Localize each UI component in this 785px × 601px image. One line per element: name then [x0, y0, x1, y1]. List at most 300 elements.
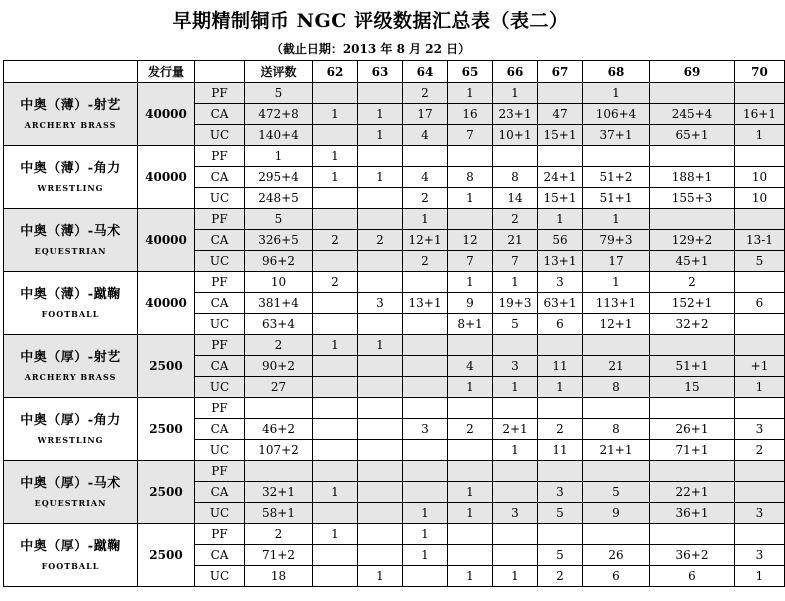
grade-count-cell: 1	[358, 566, 403, 587]
header-grade-62: 62	[313, 61, 358, 83]
grade-count-cell	[538, 335, 583, 356]
table-row	[4, 524, 785, 545]
grade-count-cell: 3	[735, 419, 785, 440]
grade-count-cell: 3	[493, 356, 538, 377]
grade-count-cell	[313, 461, 358, 482]
finish-type-cell: PF	[195, 461, 245, 482]
issue-quantity-cell: 2500	[138, 335, 195, 398]
grade-count-cell	[358, 251, 403, 272]
grade-count-cell	[538, 83, 583, 104]
grade-count-cell: 2	[735, 440, 785, 461]
grade-count-cell: 1	[403, 503, 448, 524]
finish-type-cell: PF	[195, 335, 245, 356]
grade-count-cell: 1	[583, 272, 650, 293]
finish-type-cell: PF	[195, 209, 245, 230]
grade-count-cell	[313, 377, 358, 398]
submission-total-cell: 18	[245, 566, 313, 587]
header-grade-70: 70	[735, 61, 785, 83]
table-row	[4, 398, 785, 419]
grade-count-cell: 2	[403, 251, 448, 272]
grade-count-cell: 11	[538, 440, 583, 461]
grade-count-cell: 1	[735, 566, 785, 587]
coin-name-cn: 中奥（厚）-射艺	[20, 350, 121, 365]
coin-name-en: WRESTLING	[37, 435, 104, 445]
grade-count-cell: 47	[538, 104, 583, 125]
submission-total-cell: 381+4	[245, 293, 313, 314]
grade-count-cell: 188+1	[650, 167, 735, 188]
finish-type-cell: UC	[195, 314, 245, 335]
page-title: 早期精制铜币 NGC 评级数据汇总表（表二）	[172, 10, 569, 32]
submission-total-cell: 2	[245, 335, 313, 356]
grade-count-cell: 1	[448, 566, 493, 587]
grade-count-cell	[650, 209, 735, 230]
coin-name-cn: 中奥（薄）-马术	[20, 224, 121, 239]
grade-count-cell: 37+1	[583, 125, 650, 146]
coin-name-cell	[4, 524, 138, 587]
grade-count-cell: 6	[538, 314, 583, 335]
grade-count-cell	[358, 377, 403, 398]
grade-count-cell: 21+1	[583, 440, 650, 461]
coin-name-en: EQUESTRIAN	[34, 498, 107, 508]
grade-count-cell: 10	[735, 167, 785, 188]
grade-count-cell: 3	[735, 503, 785, 524]
table-row	[4, 146, 785, 167]
submission-total-cell: 63+4	[245, 314, 313, 335]
grade-count-cell	[313, 503, 358, 524]
finish-type-cell: CA	[195, 230, 245, 251]
finish-type-cell: PF	[195, 146, 245, 167]
grade-count-cell: 36+1	[650, 503, 735, 524]
coin-name-cell	[4, 272, 138, 335]
grade-count-cell	[650, 461, 735, 482]
grade-count-cell: 2	[448, 419, 493, 440]
grade-count-cell	[448, 146, 493, 167]
submission-total-cell: 27	[245, 377, 313, 398]
grade-count-cell: 1	[493, 83, 538, 104]
grade-count-cell	[493, 398, 538, 419]
grade-count-cell	[735, 482, 785, 503]
grade-count-cell: 13-1	[735, 230, 785, 251]
grade-count-cell: 65+1	[650, 125, 735, 146]
grade-count-cell: 1	[493, 377, 538, 398]
grade-count-cell	[358, 209, 403, 230]
coin-name-cell	[4, 83, 138, 146]
cutoff-date: （截止日期：2013 年 8 月 22 日）	[270, 42, 471, 56]
header-grade-66: 66	[493, 61, 538, 83]
coin-name-cn: 中奥（薄）-蹴鞠	[20, 287, 121, 302]
finish-type-cell: PF	[195, 524, 245, 545]
grade-count-cell	[448, 398, 493, 419]
grade-count-cell: 5	[538, 503, 583, 524]
header-grade-67: 67	[538, 61, 583, 83]
submission-total-cell: 472+8	[245, 104, 313, 125]
header-row	[4, 61, 785, 83]
grade-count-cell	[493, 146, 538, 167]
grade-count-cell: 23+1	[493, 104, 538, 125]
grade-count-cell: 1	[493, 272, 538, 293]
coin-name-cn: 中奥（厚）-马术	[20, 476, 121, 491]
grade-count-cell	[313, 356, 358, 377]
grade-count-cell: 10	[735, 188, 785, 209]
grade-count-cell	[403, 146, 448, 167]
grade-count-cell	[650, 83, 735, 104]
grade-count-cell: 8	[448, 167, 493, 188]
grade-count-cell	[735, 398, 785, 419]
header-grade-64: 64	[403, 61, 448, 83]
grade-count-cell: 19+3	[493, 293, 538, 314]
table-row	[4, 209, 785, 230]
grade-count-cell: 1	[313, 167, 358, 188]
grade-count-cell	[538, 461, 583, 482]
grade-count-cell	[358, 83, 403, 104]
grade-count-cell	[313, 314, 358, 335]
finish-type-cell: PF	[195, 83, 245, 104]
finish-type-cell: UC	[195, 503, 245, 524]
submission-total-cell: 295+4	[245, 167, 313, 188]
table-row	[4, 272, 785, 293]
grade-count-cell: 51+1	[583, 188, 650, 209]
grade-count-cell: 1	[313, 104, 358, 125]
grade-count-cell: 11	[538, 356, 583, 377]
grade-count-cell: 129+2	[650, 230, 735, 251]
grade-count-cell	[735, 83, 785, 104]
grade-count-cell	[493, 482, 538, 503]
grade-count-cell: 4	[448, 356, 493, 377]
grade-count-cell	[538, 524, 583, 545]
coin-name-cell	[4, 461, 138, 524]
finish-type-cell: CA	[195, 356, 245, 377]
grade-count-cell: 3	[358, 293, 403, 314]
grade-count-cell: 1	[358, 104, 403, 125]
grade-count-cell: 245+4	[650, 104, 735, 125]
header-issue: 发行量	[138, 61, 195, 83]
grade-count-cell: 51+1	[650, 356, 735, 377]
finish-type-cell: UC	[195, 377, 245, 398]
grade-count-cell	[358, 314, 403, 335]
grade-count-cell: 36+2	[650, 545, 735, 566]
grade-count-cell	[448, 335, 493, 356]
grade-count-cell	[358, 503, 403, 524]
grade-count-cell: 3	[493, 503, 538, 524]
header-coin	[4, 61, 138, 83]
grade-count-cell: 12+1	[583, 314, 650, 335]
grade-count-cell: 8+1	[448, 314, 493, 335]
submission-total-cell	[245, 398, 313, 419]
grade-count-cell	[358, 146, 403, 167]
grade-count-cell	[403, 461, 448, 482]
grade-count-cell: 17	[583, 251, 650, 272]
grade-count-cell: 16+1	[735, 104, 785, 125]
grade-count-cell: 6	[650, 566, 735, 587]
grade-count-cell: 6	[583, 566, 650, 587]
finish-type-cell: UC	[195, 251, 245, 272]
grade-count-cell	[403, 272, 448, 293]
grade-count-cell	[313, 440, 358, 461]
grade-count-cell: 71+1	[650, 440, 735, 461]
grade-count-cell: 7	[448, 251, 493, 272]
table-row	[4, 83, 785, 104]
grade-count-cell: 2	[313, 272, 358, 293]
grade-count-cell	[358, 419, 403, 440]
grade-count-cell	[358, 188, 403, 209]
issue-quantity-cell: 2500	[138, 461, 195, 524]
coin-name-en: WRESTLING	[37, 183, 104, 193]
coin-name-cn: 中奥（薄）-射艺	[20, 98, 121, 113]
finish-type-cell: CA	[195, 167, 245, 188]
header-grade-63: 63	[358, 61, 403, 83]
submission-total-cell: 32+1	[245, 482, 313, 503]
grade-count-cell: 56	[538, 230, 583, 251]
grade-count-cell: 21	[583, 356, 650, 377]
issue-quantity-cell: 2500	[138, 524, 195, 587]
grade-count-cell	[313, 209, 358, 230]
grade-count-cell	[358, 482, 403, 503]
grade-count-cell	[313, 545, 358, 566]
header-grade	[195, 61, 245, 83]
issue-quantity-cell: 40000	[138, 83, 195, 146]
grade-count-cell: 1	[313, 482, 358, 503]
grade-count-cell: 7	[448, 125, 493, 146]
grade-count-cell: 51+2	[583, 167, 650, 188]
grade-count-cell: +1	[735, 356, 785, 377]
grade-count-cell	[358, 272, 403, 293]
grade-count-cell	[403, 335, 448, 356]
grade-count-cell	[583, 461, 650, 482]
grade-count-cell: 9	[448, 293, 493, 314]
grade-count-cell	[538, 146, 583, 167]
grade-count-cell	[403, 356, 448, 377]
grade-count-cell	[448, 524, 493, 545]
grade-count-cell: 8	[583, 377, 650, 398]
grade-count-cell	[650, 146, 735, 167]
grade-count-cell: 45+1	[650, 251, 735, 272]
submission-total-cell: 107+2	[245, 440, 313, 461]
grade-count-cell	[313, 398, 358, 419]
grade-count-cell	[448, 461, 493, 482]
submission-total-cell: 71+2	[245, 545, 313, 566]
grade-count-cell: 2	[650, 272, 735, 293]
grade-count-cell: 5	[735, 251, 785, 272]
grade-count-cell	[735, 209, 785, 230]
grade-count-cell: 1	[403, 524, 448, 545]
table-row	[4, 335, 785, 356]
grading-data-table	[3, 60, 785, 587]
submission-total-cell: 2	[245, 524, 313, 545]
grade-count-cell: 1	[448, 272, 493, 293]
grade-count-cell: 152+1	[650, 293, 735, 314]
grade-count-cell: 2+1	[493, 419, 538, 440]
submission-total-cell: 326+5	[245, 230, 313, 251]
finish-type-cell: CA	[195, 104, 245, 125]
header-grade-68: 68	[583, 61, 650, 83]
submission-total-cell: 5	[245, 83, 313, 104]
grade-count-cell: 6	[735, 293, 785, 314]
grade-count-cell: 8	[583, 419, 650, 440]
grade-count-cell: 113+1	[583, 293, 650, 314]
grade-count-cell: 12	[448, 230, 493, 251]
submission-total-cell: 58+1	[245, 503, 313, 524]
coin-name-cell	[4, 146, 138, 209]
coin-name-en: FOOTBALL	[41, 309, 100, 319]
grade-count-cell	[403, 440, 448, 461]
grade-count-cell	[403, 482, 448, 503]
grade-count-cell	[650, 335, 735, 356]
grade-count-cell	[313, 83, 358, 104]
grade-count-cell: 1	[313, 524, 358, 545]
finish-type-cell: CA	[195, 482, 245, 503]
grade-count-cell: 7	[493, 251, 538, 272]
grade-count-cell: 2	[538, 566, 583, 587]
grade-count-cell	[403, 314, 448, 335]
grade-count-cell	[583, 335, 650, 356]
header-total: 送评数	[245, 61, 313, 83]
grade-count-cell	[358, 524, 403, 545]
submission-total-cell	[245, 461, 313, 482]
grade-count-cell	[735, 461, 785, 482]
finish-type-cell: CA	[195, 419, 245, 440]
grade-count-cell: 1	[448, 377, 493, 398]
grade-count-cell	[735, 524, 785, 545]
grade-count-cell: 1	[448, 188, 493, 209]
grade-count-cell: 14	[493, 188, 538, 209]
grade-count-cell: 15	[650, 377, 735, 398]
finish-type-cell: PF	[195, 398, 245, 419]
grade-count-cell	[358, 398, 403, 419]
finish-type-cell: CA	[195, 293, 245, 314]
grade-count-cell: 3	[538, 482, 583, 503]
finish-type-cell: UC	[195, 188, 245, 209]
grade-count-cell: 2	[358, 230, 403, 251]
submission-total-cell: 1	[245, 146, 313, 167]
grade-count-cell	[735, 146, 785, 167]
grade-count-cell	[493, 335, 538, 356]
grade-count-cell: 12+1	[403, 230, 448, 251]
grade-count-cell: 22+1	[650, 482, 735, 503]
grade-count-cell	[583, 524, 650, 545]
grade-count-cell: 32+2	[650, 314, 735, 335]
coin-name-en: FOOTBALL	[41, 561, 100, 571]
grade-count-cell	[403, 566, 448, 587]
grade-count-cell: 1	[735, 377, 785, 398]
grade-count-cell: 155+3	[650, 188, 735, 209]
grade-count-cell: 16	[448, 104, 493, 125]
table-row	[4, 461, 785, 482]
grade-count-cell: 13+1	[538, 251, 583, 272]
grade-count-cell: 3	[403, 419, 448, 440]
issue-quantity-cell: 40000	[138, 272, 195, 335]
grade-count-cell	[403, 398, 448, 419]
grade-count-cell	[313, 419, 358, 440]
finish-type-cell: UC	[195, 566, 245, 587]
grade-count-cell: 24+1	[538, 167, 583, 188]
grade-count-cell	[493, 524, 538, 545]
submission-total-cell: 248+5	[245, 188, 313, 209]
grade-count-cell	[313, 293, 358, 314]
coin-name-en: ARCHERY BRASS	[24, 120, 117, 130]
table-body	[4, 83, 785, 587]
grade-count-cell: 5	[583, 482, 650, 503]
grade-count-cell	[313, 125, 358, 146]
grade-count-cell: 13+1	[403, 293, 448, 314]
issue-quantity-cell: 40000	[138, 209, 195, 272]
finish-type-cell: UC	[195, 440, 245, 461]
grade-count-cell: 17	[403, 104, 448, 125]
grade-count-cell	[448, 440, 493, 461]
submission-total-cell: 5	[245, 209, 313, 230]
grade-count-cell: 9	[583, 503, 650, 524]
grade-count-cell: 1	[493, 566, 538, 587]
grade-count-cell: 1	[358, 167, 403, 188]
grade-count-cell: 1	[448, 503, 493, 524]
grade-count-cell	[583, 146, 650, 167]
grade-count-cell	[313, 566, 358, 587]
coin-name-cn: 中奥（薄）-角力	[20, 161, 121, 176]
grade-count-cell	[583, 398, 650, 419]
grade-count-cell: 1	[403, 545, 448, 566]
grade-count-cell: 3	[735, 545, 785, 566]
grade-count-cell	[313, 188, 358, 209]
grade-count-cell: 4	[403, 167, 448, 188]
coin-name-en: ARCHERY BRASS	[24, 372, 117, 382]
grade-count-cell: 1	[313, 335, 358, 356]
grade-count-cell	[493, 461, 538, 482]
grade-count-cell	[358, 440, 403, 461]
coin-name-cn: 中奥（厚）-蹴鞠	[20, 539, 121, 554]
grade-count-cell: 5	[493, 314, 538, 335]
coin-name-en: EQUESTRIAN	[34, 246, 107, 256]
grade-count-cell	[650, 524, 735, 545]
grade-count-cell: 1	[538, 209, 583, 230]
grade-count-cell: 106+4	[583, 104, 650, 125]
grade-count-cell: 79+3	[583, 230, 650, 251]
grade-count-cell	[650, 398, 735, 419]
submission-total-cell: 140+4	[245, 125, 313, 146]
grade-count-cell: 2	[493, 209, 538, 230]
grade-count-cell	[735, 272, 785, 293]
grade-count-cell	[313, 251, 358, 272]
grade-count-cell: 8	[493, 167, 538, 188]
issue-quantity-cell: 2500	[138, 398, 195, 461]
grade-count-cell: 2	[403, 83, 448, 104]
finish-type-cell: CA	[195, 545, 245, 566]
header-grade-69: 69	[650, 61, 735, 83]
coin-name-cell	[4, 335, 138, 398]
grade-count-cell: 15+1	[538, 125, 583, 146]
grade-count-cell: 1	[358, 335, 403, 356]
header-grade-65: 65	[448, 61, 493, 83]
grade-count-cell	[493, 545, 538, 566]
grade-count-cell	[448, 545, 493, 566]
coin-name-cell	[4, 398, 138, 461]
grade-count-cell	[448, 209, 493, 230]
grade-count-cell: 1	[358, 125, 403, 146]
grade-count-cell: 1	[735, 125, 785, 146]
finish-type-cell: PF	[195, 272, 245, 293]
grade-count-cell: 1	[403, 209, 448, 230]
grade-count-cell: 21	[493, 230, 538, 251]
submission-total-cell: 46+2	[245, 419, 313, 440]
coin-name-cell	[4, 209, 138, 272]
grade-count-cell	[403, 377, 448, 398]
coin-name-cn: 中奥（厚）-角力	[20, 413, 121, 428]
submission-total-cell: 10	[245, 272, 313, 293]
grade-count-cell: 1	[448, 83, 493, 104]
grade-count-cell: 1	[538, 377, 583, 398]
issue-quantity-cell: 40000	[138, 146, 195, 209]
grade-count-cell: 1	[448, 482, 493, 503]
grade-count-cell: 10+1	[493, 125, 538, 146]
grade-count-cell	[735, 335, 785, 356]
